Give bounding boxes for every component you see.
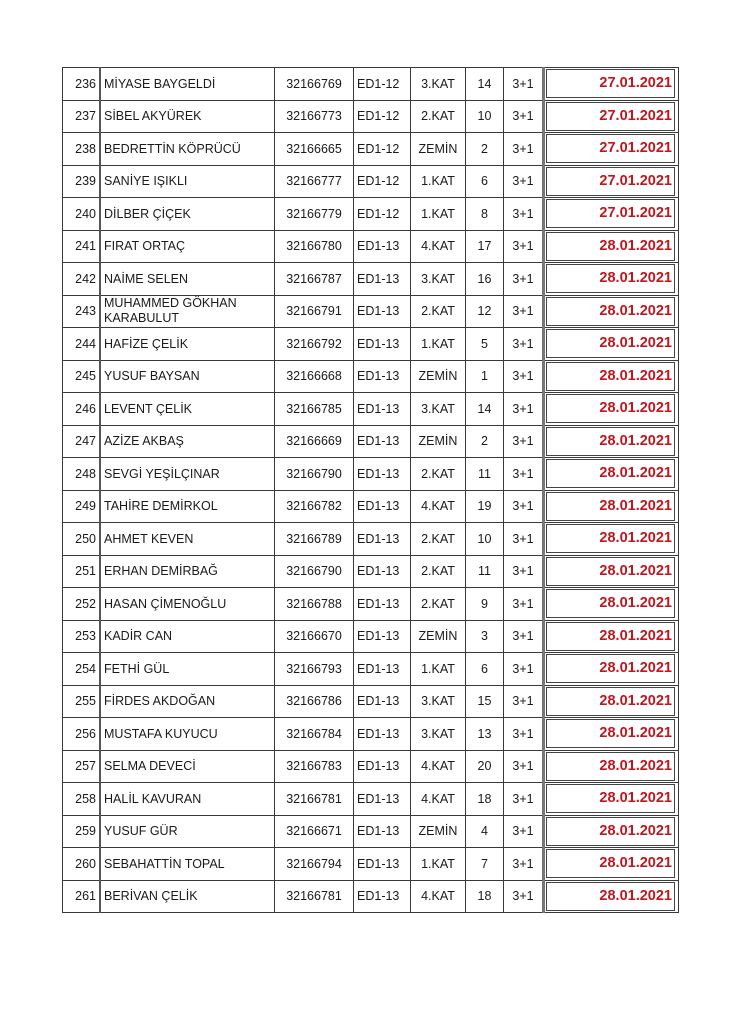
owner-name: SEVGİ YEŞİLÇINAR — [100, 458, 275, 491]
apartment-no: 7 — [466, 848, 504, 881]
block-code: ED1-13 — [354, 718, 411, 751]
floor: 4.KAT — [411, 750, 466, 783]
floor: 2.KAT — [411, 555, 466, 588]
block-code: ED1-12 — [354, 198, 411, 231]
apartment-no: 1 — [466, 360, 504, 393]
floor: 3.KAT — [411, 685, 466, 718]
row-number: 240 — [63, 198, 101, 231]
delivery-date: 28.01.2021 — [546, 654, 675, 683]
table-row — [63, 165, 679, 198]
date-cell — [544, 165, 679, 198]
table-row — [63, 360, 679, 393]
table-row — [63, 880, 679, 913]
apartment-no: 14 — [466, 393, 504, 426]
room-type: 3+1 — [504, 68, 544, 101]
owner-name: YUSUF GÜR — [100, 815, 275, 848]
apartment-no: 3 — [466, 620, 504, 653]
floor: 1.KAT — [411, 328, 466, 361]
apartment-no: 9 — [466, 588, 504, 621]
apartment-no: 16 — [466, 263, 504, 296]
delivery-date: 28.01.2021 — [546, 719, 675, 748]
allocation-table — [62, 67, 679, 913]
delivery-date: 28.01.2021 — [546, 849, 675, 878]
floor: 2.KAT — [411, 458, 466, 491]
table-row — [63, 68, 679, 101]
block-code: ED1-13 — [354, 653, 411, 686]
block-code: ED1-13 — [354, 393, 411, 426]
application-id: 32166790 — [275, 458, 354, 491]
room-type: 3+1 — [504, 490, 544, 523]
application-id: 32166794 — [275, 848, 354, 881]
delivery-date: 27.01.2021 — [546, 199, 675, 228]
date-cell — [544, 458, 679, 491]
table-row — [63, 230, 679, 263]
delivery-date: 28.01.2021 — [546, 264, 675, 293]
delivery-date: 28.01.2021 — [546, 882, 675, 911]
apartment-no: 6 — [466, 165, 504, 198]
date-cell — [544, 555, 679, 588]
row-number: 261 — [63, 880, 101, 913]
block-code: ED1-13 — [354, 295, 411, 328]
application-id: 32166790 — [275, 555, 354, 588]
block-code: ED1-12 — [354, 100, 411, 133]
table-row — [63, 848, 679, 881]
floor: 2.KAT — [411, 588, 466, 621]
room-type: 3+1 — [504, 718, 544, 751]
block-code: ED1-13 — [354, 425, 411, 458]
row-number: 248 — [63, 458, 101, 491]
table-row — [63, 425, 679, 458]
delivery-date: 27.01.2021 — [546, 69, 675, 98]
owner-name: HAFİZE ÇELİK — [100, 328, 275, 361]
date-cell — [544, 620, 679, 653]
table-row — [63, 685, 679, 718]
application-id: 32166787 — [275, 263, 354, 296]
floor: 4.KAT — [411, 783, 466, 816]
application-id: 32166788 — [275, 588, 354, 621]
row-number: 251 — [63, 555, 101, 588]
date-cell — [544, 198, 679, 231]
delivery-date: 28.01.2021 — [546, 589, 675, 618]
application-id: 32166791 — [275, 295, 354, 328]
room-type: 3+1 — [504, 100, 544, 133]
floor: 1.KAT — [411, 848, 466, 881]
allocation-table-sheet — [62, 67, 672, 913]
floor: ZEMİN — [411, 620, 466, 653]
room-type: 3+1 — [504, 295, 544, 328]
application-id: 32166669 — [275, 425, 354, 458]
owner-name: MUHAMMED GÖKHAN KARABULUT — [100, 295, 275, 328]
application-id: 32166668 — [275, 360, 354, 393]
room-type: 3+1 — [504, 425, 544, 458]
delivery-date: 27.01.2021 — [546, 102, 675, 131]
block-code: ED1-13 — [354, 458, 411, 491]
floor: 4.KAT — [411, 490, 466, 523]
table-row — [63, 133, 679, 166]
room-type: 3+1 — [504, 230, 544, 263]
apartment-no: 20 — [466, 750, 504, 783]
row-number: 247 — [63, 425, 101, 458]
delivery-date: 28.01.2021 — [546, 459, 675, 488]
owner-name: SANİYE IŞIKLI — [100, 165, 275, 198]
apartment-no: 11 — [466, 458, 504, 491]
table-row — [63, 620, 679, 653]
application-id: 32166792 — [275, 328, 354, 361]
application-id: 32166793 — [275, 653, 354, 686]
application-id: 32166784 — [275, 718, 354, 751]
apartment-no: 19 — [466, 490, 504, 523]
apartment-no: 10 — [466, 523, 504, 556]
delivery-date: 28.01.2021 — [546, 817, 675, 846]
room-type: 3+1 — [504, 685, 544, 718]
application-id: 32166779 — [275, 198, 354, 231]
block-code: ED1-13 — [354, 620, 411, 653]
room-type: 3+1 — [504, 750, 544, 783]
block-code: ED1-13 — [354, 880, 411, 913]
application-id: 32166671 — [275, 815, 354, 848]
room-type: 3+1 — [504, 133, 544, 166]
date-cell — [544, 100, 679, 133]
application-id: 32166789 — [275, 523, 354, 556]
owner-name: MİYASE BAYGELDİ — [100, 68, 275, 101]
floor: 3.KAT — [411, 68, 466, 101]
room-type: 3+1 — [504, 848, 544, 881]
owner-name: AZİZE AKBAŞ — [100, 425, 275, 458]
delivery-date: 28.01.2021 — [546, 784, 675, 813]
owner-name: HALİL KAVURAN — [100, 783, 275, 816]
owner-name: FİRDES AKDOĞAN — [100, 685, 275, 718]
date-cell — [544, 783, 679, 816]
table-row — [63, 393, 679, 426]
block-code: ED1-13 — [354, 490, 411, 523]
table-body — [63, 68, 679, 913]
row-number: 243 — [63, 295, 101, 328]
application-id: 32166665 — [275, 133, 354, 166]
application-id: 32166769 — [275, 68, 354, 101]
owner-name: SELMA DEVECİ — [100, 750, 275, 783]
delivery-date: 27.01.2021 — [546, 167, 675, 196]
date-cell — [544, 750, 679, 783]
row-number: 238 — [63, 133, 101, 166]
row-number: 239 — [63, 165, 101, 198]
date-cell — [544, 68, 679, 101]
floor: ZEMİN — [411, 815, 466, 848]
owner-name: AHMET KEVEN — [100, 523, 275, 556]
table-row — [63, 198, 679, 231]
delivery-date: 28.01.2021 — [546, 394, 675, 423]
apartment-no: 8 — [466, 198, 504, 231]
date-cell — [544, 848, 679, 881]
room-type: 3+1 — [504, 523, 544, 556]
apartment-no: 2 — [466, 133, 504, 166]
room-type: 3+1 — [504, 880, 544, 913]
row-number: 258 — [63, 783, 101, 816]
application-id: 32166785 — [275, 393, 354, 426]
table-row — [63, 523, 679, 556]
application-id: 32166780 — [275, 230, 354, 263]
room-type: 3+1 — [504, 555, 544, 588]
owner-name: SEBAHATTİN TOPAL — [100, 848, 275, 881]
date-cell — [544, 133, 679, 166]
block-code: ED1-13 — [354, 328, 411, 361]
apartment-no: 17 — [466, 230, 504, 263]
block-code: ED1-13 — [354, 588, 411, 621]
application-id: 32166781 — [275, 783, 354, 816]
delivery-date: 28.01.2021 — [546, 622, 675, 651]
delivery-date: 28.01.2021 — [546, 492, 675, 521]
date-cell — [544, 425, 679, 458]
block-code: ED1-13 — [354, 685, 411, 718]
date-cell — [544, 685, 679, 718]
apartment-no: 2 — [466, 425, 504, 458]
row-number: 260 — [63, 848, 101, 881]
row-number: 257 — [63, 750, 101, 783]
floor: 4.KAT — [411, 880, 466, 913]
application-id: 32166783 — [275, 750, 354, 783]
date-cell — [544, 490, 679, 523]
floor: 2.KAT — [411, 523, 466, 556]
delivery-date: 28.01.2021 — [546, 362, 675, 391]
table-row — [63, 588, 679, 621]
owner-name: SİBEL AKYÜREK — [100, 100, 275, 133]
table-row — [63, 263, 679, 296]
floor: 2.KAT — [411, 295, 466, 328]
row-number: 249 — [63, 490, 101, 523]
date-cell — [544, 815, 679, 848]
delivery-date: 28.01.2021 — [546, 524, 675, 553]
row-number: 237 — [63, 100, 101, 133]
owner-name: ERHAN DEMİRBAĞ — [100, 555, 275, 588]
room-type: 3+1 — [504, 328, 544, 361]
table-row — [63, 653, 679, 686]
date-cell — [544, 523, 679, 556]
row-number: 252 — [63, 588, 101, 621]
application-id: 32166786 — [275, 685, 354, 718]
delivery-date: 28.01.2021 — [546, 687, 675, 716]
owner-name: NAİME SELEN — [100, 263, 275, 296]
row-number: 259 — [63, 815, 101, 848]
owner-name: YUSUF BAYSAN — [100, 360, 275, 393]
block-code: ED1-12 — [354, 133, 411, 166]
room-type: 3+1 — [504, 620, 544, 653]
block-code: ED1-13 — [354, 783, 411, 816]
delivery-date: 28.01.2021 — [546, 752, 675, 781]
room-type: 3+1 — [504, 198, 544, 231]
table-row — [63, 555, 679, 588]
owner-name: LEVENT ÇELİK — [100, 393, 275, 426]
table-row — [63, 100, 679, 133]
apartment-no: 13 — [466, 718, 504, 751]
date-cell — [544, 328, 679, 361]
row-number: 253 — [63, 620, 101, 653]
room-type: 3+1 — [504, 263, 544, 296]
table-row — [63, 328, 679, 361]
room-type: 3+1 — [504, 458, 544, 491]
table-row — [63, 815, 679, 848]
apartment-no: 10 — [466, 100, 504, 133]
application-id: 32166777 — [275, 165, 354, 198]
apartment-no: 12 — [466, 295, 504, 328]
owner-name: FIRAT ORTAÇ — [100, 230, 275, 263]
application-id: 32166670 — [275, 620, 354, 653]
apartment-no: 4 — [466, 815, 504, 848]
application-id: 32166773 — [275, 100, 354, 133]
apartment-no: 18 — [466, 783, 504, 816]
date-cell — [544, 880, 679, 913]
apartment-no: 11 — [466, 555, 504, 588]
floor: 2.KAT — [411, 100, 466, 133]
block-code: ED1-13 — [354, 750, 411, 783]
row-number: 256 — [63, 718, 101, 751]
table-row — [63, 295, 679, 328]
floor: 3.KAT — [411, 263, 466, 296]
table-row — [63, 783, 679, 816]
date-cell — [544, 230, 679, 263]
application-id: 32166782 — [275, 490, 354, 523]
row-number: 244 — [63, 328, 101, 361]
row-number: 245 — [63, 360, 101, 393]
room-type: 3+1 — [504, 815, 544, 848]
room-type: 3+1 — [504, 588, 544, 621]
block-code: ED1-13 — [354, 815, 411, 848]
application-id: 32166781 — [275, 880, 354, 913]
row-number: 236 — [63, 68, 101, 101]
apartment-no: 18 — [466, 880, 504, 913]
date-cell — [544, 360, 679, 393]
delivery-date: 28.01.2021 — [546, 297, 675, 326]
row-number: 242 — [63, 263, 101, 296]
delivery-date: 28.01.2021 — [546, 427, 675, 456]
date-cell — [544, 718, 679, 751]
row-number: 250 — [63, 523, 101, 556]
floor: ZEMİN — [411, 133, 466, 166]
floor: 4.KAT — [411, 230, 466, 263]
owner-name: BERİVAN ÇELİK — [100, 880, 275, 913]
floor: 1.KAT — [411, 198, 466, 231]
block-code: ED1-13 — [354, 230, 411, 263]
date-cell — [544, 393, 679, 426]
row-number: 246 — [63, 393, 101, 426]
apartment-no: 15 — [466, 685, 504, 718]
row-number: 254 — [63, 653, 101, 686]
owner-name: DİLBER ÇİÇEK — [100, 198, 275, 231]
delivery-date: 28.01.2021 — [546, 329, 675, 358]
owner-name: MUSTAFA KUYUCU — [100, 718, 275, 751]
owner-name: KADİR CAN — [100, 620, 275, 653]
table-row — [63, 490, 679, 523]
owner-name: HASAN ÇİMENOĞLU — [100, 588, 275, 621]
floor: 1.KAT — [411, 165, 466, 198]
block-code: ED1-12 — [354, 68, 411, 101]
block-code: ED1-13 — [354, 848, 411, 881]
block-code: ED1-13 — [354, 555, 411, 588]
delivery-date: 27.01.2021 — [546, 134, 675, 163]
block-code: ED1-13 — [354, 523, 411, 556]
room-type: 3+1 — [504, 653, 544, 686]
date-cell — [544, 295, 679, 328]
floor: ZEMİN — [411, 360, 466, 393]
date-cell — [544, 588, 679, 621]
floor: 3.KAT — [411, 393, 466, 426]
room-type: 3+1 — [504, 165, 544, 198]
room-type: 3+1 — [504, 783, 544, 816]
row-number: 241 — [63, 230, 101, 263]
delivery-date: 28.01.2021 — [546, 232, 675, 261]
block-code: ED1-12 — [354, 165, 411, 198]
row-number: 255 — [63, 685, 101, 718]
floor: 3.KAT — [411, 718, 466, 751]
date-cell — [544, 653, 679, 686]
room-type: 3+1 — [504, 360, 544, 393]
owner-name: BEDRETTİN KÖPRÜCÜ — [100, 133, 275, 166]
room-type: 3+1 — [504, 393, 544, 426]
apartment-no: 14 — [466, 68, 504, 101]
apartment-no: 6 — [466, 653, 504, 686]
block-code: ED1-13 — [354, 263, 411, 296]
floor: ZEMİN — [411, 425, 466, 458]
floor: 1.KAT — [411, 653, 466, 686]
owner-name: FETHİ GÜL — [100, 653, 275, 686]
apartment-no: 5 — [466, 328, 504, 361]
owner-name: TAHİRE DEMİRKOL — [100, 490, 275, 523]
delivery-date: 28.01.2021 — [546, 557, 675, 586]
block-code: ED1-13 — [354, 360, 411, 393]
table-row — [63, 458, 679, 491]
date-cell — [544, 263, 679, 296]
table-row — [63, 718, 679, 751]
table-row — [63, 750, 679, 783]
